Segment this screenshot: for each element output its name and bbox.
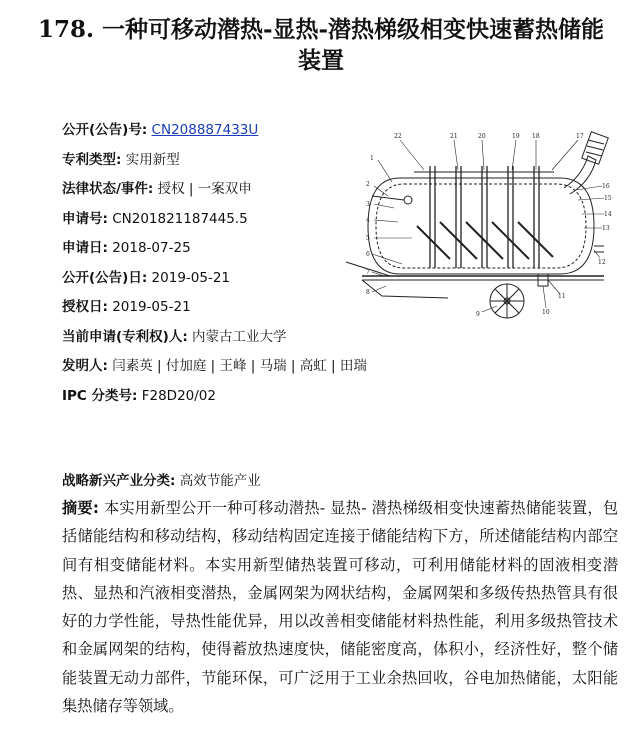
leader-lines [372, 140, 604, 312]
figure-label: 13 [602, 225, 610, 232]
field-value: CN201821187445.5 [112, 210, 248, 227]
field-inventors [62, 352, 367, 382]
field-label: 发明人: [62, 358, 108, 374]
figure-label: 12 [598, 259, 606, 266]
field-label: 申请日: [62, 240, 108, 256]
field-value: 2019-05-21 [112, 299, 191, 315]
patent-metadata [62, 116, 367, 411]
figure-label: 9 [476, 311, 480, 318]
figure-label: 6 [366, 251, 370, 258]
field-grant-date [62, 293, 332, 323]
publication-number-link[interactable]: CN208887433U [151, 122, 259, 138]
field-assignee [62, 323, 332, 353]
field-label: 法律状态/事件: [62, 181, 154, 197]
figure-label: 5 [366, 235, 370, 242]
field-label: 申请号: [62, 210, 108, 227]
field-publication-date [62, 264, 332, 294]
figure-label: 10 [542, 309, 550, 316]
abstract-text: 本实用新型公开一种可移动潜热- 显热- 潜热梯级相变快速蓄热储能装置，包括储能结构和移动结构，移动结构固定连接于储能结构下方，所述储能结构内部空间有相变储能材料。本实用新型储热装置可移动，可利用储能材料的固液相变潜热、显热和汽液相变潜热，金属网架为网状结构，金属网架和多级传热热管具有很好的力学性能，导热性能优异，用以改善相变储能材料热性能，利用多级热管技术和金属网架的结构，使得蓄放热速度快，储能密度高，体积小，经济性好，整个储能装置无动力部件，节能环保，可广泛用于工业余热回收，谷电加热储能，太阳能集热储存等领域。 [62, 499, 619, 716]
patent-title: 178. 一种可移动潜热-显热-潜热梯级相变快速蓄热储能装置 [37, 16, 605, 74]
field-legal-status [62, 175, 332, 205]
inlet-port [404, 196, 412, 204]
figure-label: 11 [558, 293, 566, 300]
metal-mesh [417, 222, 553, 259]
figure-label: 15 [604, 195, 612, 202]
figure-label: 8 [366, 289, 370, 296]
field-ipc [62, 382, 332, 412]
figure-label: 16 [602, 183, 610, 190]
figure-label: 3 [366, 201, 370, 208]
field-label: 授权日: [62, 299, 108, 315]
field-application-number [62, 205, 332, 235]
field-value: 2019-05-21 [151, 269, 231, 286]
figure-label: 19 [512, 133, 520, 140]
tank-inner-shell [376, 184, 586, 268]
figure-label: 21 [450, 133, 458, 140]
figure-label: 2 [366, 181, 370, 188]
abstract-label: 摘要: [62, 499, 99, 517]
patent-drawing [332, 126, 622, 322]
field-application-date [62, 234, 332, 264]
field-label: 专利类型: [62, 151, 122, 168]
figure-label: 22 [394, 133, 402, 140]
field-value: 2018-07-25 [112, 240, 191, 256]
figure-label: 4 [366, 217, 370, 224]
figure-label: 1 [370, 155, 374, 162]
field-label: 当前申请(专利权)人: [62, 328, 188, 345]
field-publication-number [62, 116, 332, 146]
figure-label: 14 [604, 211, 612, 218]
figure-label: 20 [478, 133, 486, 140]
abstract [62, 494, 618, 720]
field-label: 公开(公告)日: [62, 269, 148, 286]
field-value: 闫素英 | 付加庭 | 王峰 | 马瑞 | 高虹 | 田瑞 [112, 358, 367, 374]
figure-label: 7 [366, 269, 370, 276]
field-value: 内蒙古工业大学 [192, 328, 287, 345]
figure-label: 18 [532, 133, 540, 140]
figure-label: 17 [576, 133, 584, 140]
field-value: F28D20/02 [141, 387, 216, 404]
industry-label: 战略新兴产业分类: [62, 473, 176, 489]
tank-outer-shell [368, 178, 594, 274]
industry-classification [62, 467, 261, 495]
field-label: IPC 分类号: [62, 387, 138, 404]
field-label: 公开(公告)号: [62, 122, 148, 138]
field-value: 实用新型 [125, 151, 180, 168]
field-patent-type [62, 146, 332, 176]
industry-value: 高效节能产业 [179, 473, 261, 489]
field-value: 授权 | 一案双申 [157, 181, 252, 197]
